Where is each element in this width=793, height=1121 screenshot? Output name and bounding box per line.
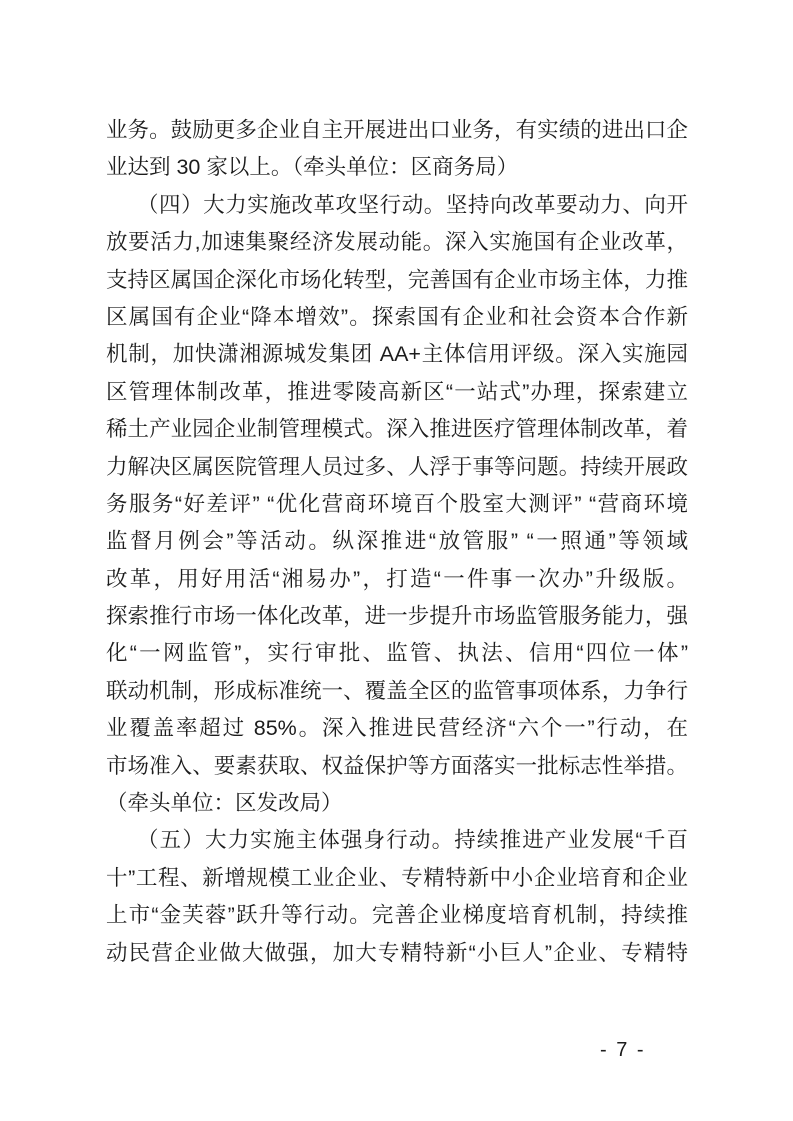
text-line: 监督月例会”等活动。纵深推进“放管服” “一照通”等领域 — [106, 529, 688, 554]
text-line: 上市“金芙蓉”跃升等行动。完善企业梯度培育机制，持续推 — [106, 903, 688, 928]
text-line: 改革，用好用活“湘易办”，打造“一件事一次办”升级版。 — [106, 566, 688, 591]
text-line-section-heading: （五）大力实施主体强身行动。持续推进产业发展“千百 — [137, 828, 688, 853]
document-body-text — [106, 112, 688, 972]
text-line: 机制，加快潇湘源城发集团 AA+主体信用评级。深入实施园 — [106, 342, 688, 367]
text-line: 业务。鼓励更多企业自主开展进出口业务，有实绩的进出口企 — [106, 118, 688, 142]
text-line: 放要活力,加速集聚经济发展动能。深入实施国有企业改革， — [106, 230, 688, 255]
text-line: 支持区属国企深化市场化转型，完善国有企业市场主体，力推 — [106, 267, 688, 292]
text-line: 区属国有企业“降本增效”。探索国有企业和社会资本合作新 — [106, 304, 688, 329]
text-line: 务服务“好差评” “优化营商环境百个股室大测评” “营商环境 — [106, 491, 688, 516]
text-line: 十”工程、新增规模工业企业、专精特新中小企业培育和企业 — [106, 865, 688, 890]
text-line: 业达到 30 家以上。（牵头单位：区商务局） — [106, 155, 519, 180]
text-line: 市场准入、要素获取、权益保护等方面落实一批标志性举措。 — [106, 753, 688, 778]
text-line: 区管理体制改革，推进零陵高新区“一站式”办理，探索建立 — [106, 379, 688, 404]
page-number: - 7 - — [600, 1039, 646, 1061]
text-line: 稀土产业园企业制管理模式。深入推进医疗管理体制改革，着 — [106, 417, 688, 442]
text-line: （牵头单位：区发改局） — [106, 791, 343, 816]
text-line: 探索推行市场一体化改革，进一步提升市场监管服务能力，强 — [106, 604, 688, 629]
text-line: 联动机制，形成标准统一、覆盖全区的监管事项体系，力争行 — [106, 678, 688, 703]
text-line: 业覆盖率超过 85%。深入推进民营经济“六个一”行动，在 — [106, 716, 688, 741]
text-line-section-heading: （四）大力实施改革攻坚行动。坚持向改革要动力、向开 — [137, 192, 688, 217]
text-line: 化“一网监管”，实行审批、监管、执法、信用“四位一体” — [106, 641, 688, 666]
text-line: 动民营企业做大做强，加大专精特新“小巨人”企业、专精特 — [106, 940, 688, 965]
text-line: 力解决区属医院管理人员过多、人浮于事等问题。持续开展政 — [106, 454, 688, 479]
